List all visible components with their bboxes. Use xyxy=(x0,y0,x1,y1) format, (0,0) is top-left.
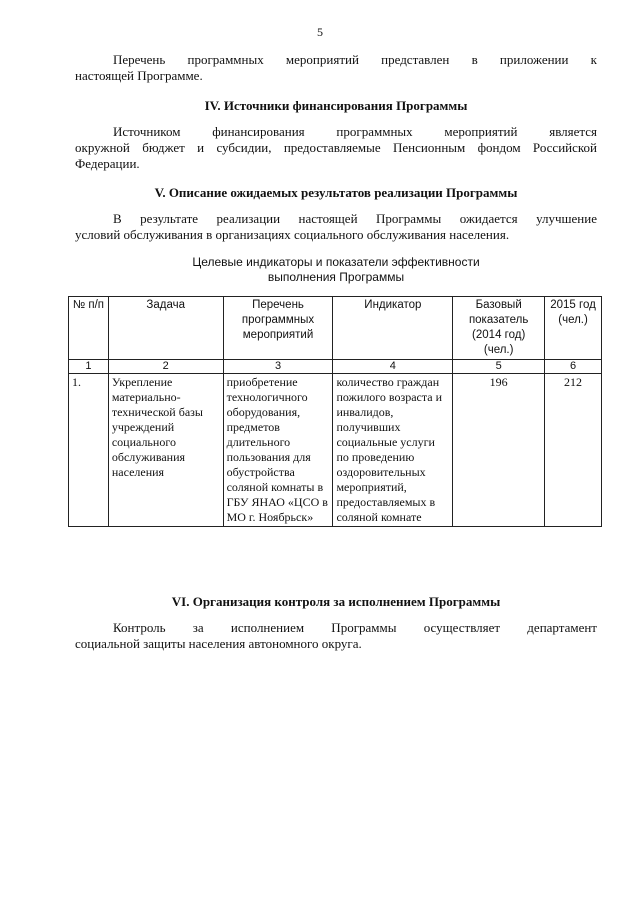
column-number-cell: 1 xyxy=(69,360,109,374)
indicators-table xyxy=(68,296,602,527)
paragraph-control xyxy=(75,620,597,652)
paragraph-funding xyxy=(75,124,597,172)
paragraph-line: условий обслуживания в организациях социального обслуживания населения. xyxy=(75,227,510,242)
cell-row-number: 1. xyxy=(69,374,109,527)
column-number-cell: 3 xyxy=(223,360,333,374)
paragraph-line: Контроль за исполнением Программы осуществляет департамент xyxy=(113,620,597,635)
section-heading-expected-results: V. Описание ожидаемых результатов реализации Программы xyxy=(154,185,518,200)
header-cell-activities: Перечень программных мероприятий xyxy=(223,297,333,360)
table-caption xyxy=(75,255,597,285)
paragraph-line: Перечень программных мероприятий представлен в приложении к xyxy=(113,52,597,67)
header-cell-indicator: Индикатор xyxy=(333,297,453,360)
table-header-row xyxy=(69,297,602,360)
paragraph-line: В результате реализации настоящей Программы ожидается улучшение xyxy=(113,211,597,226)
paragraph-program-activities xyxy=(75,52,597,84)
header-cell-target-value: 2015 год (чел.) xyxy=(545,297,602,360)
paragraph-expected-results xyxy=(75,211,597,243)
column-number-row xyxy=(69,360,602,374)
cell-activities: приобретение технологичного оборудования, предметов длительного пользования для обустройства соляной комнаты в ГБУ ЯНАО «ЦСО в МО г. Ноябрьск» xyxy=(223,374,333,527)
paragraph-line: окружной бюджет и субсидии, предоставляемые Пенсионным фондом Российской xyxy=(75,140,597,155)
cell-target-value: 212 xyxy=(545,374,602,527)
header-cell-base-value: Базовый показатель (2014 год) (чел.) xyxy=(453,297,545,360)
section-heading-funding: IV. Источники финансирования Программы xyxy=(204,98,468,113)
table-caption-line: выполнения Программы xyxy=(267,270,405,284)
cell-indicator: количество граждан пожилого возраста и инвалидов, получивших социальные услуги по проведению оздоровительных мероприятий, предоставляемых в соляной комнате xyxy=(333,374,453,527)
column-number-cell: 4 xyxy=(333,360,453,374)
cell-task: Укрепление материально-технической базы учреждений социального обслуживания населения xyxy=(108,374,223,527)
paragraph-line: Федерации. xyxy=(75,156,140,171)
paragraph-line: настоящей Программе. xyxy=(75,68,203,83)
header-cell-number: № п/п xyxy=(69,297,109,360)
column-number-cell: 6 xyxy=(545,360,602,374)
page-number: 5 xyxy=(317,25,323,39)
column-number-cell: 2 xyxy=(108,360,223,374)
cell-base-value: 196 xyxy=(453,374,545,527)
column-number-cell: 5 xyxy=(453,360,545,374)
header-cell-task: Задача xyxy=(108,297,223,360)
table-row xyxy=(69,374,602,527)
paragraph-line: социальной защиты населения автономного округа. xyxy=(75,636,362,651)
paragraph-line: Источником финансирования программных мероприятий является xyxy=(113,124,597,139)
section-heading-control: VI. Организация контроля за исполнением Программы xyxy=(171,594,501,609)
table-caption-line: Целевые индикаторы и показатели эффективности xyxy=(192,255,480,269)
